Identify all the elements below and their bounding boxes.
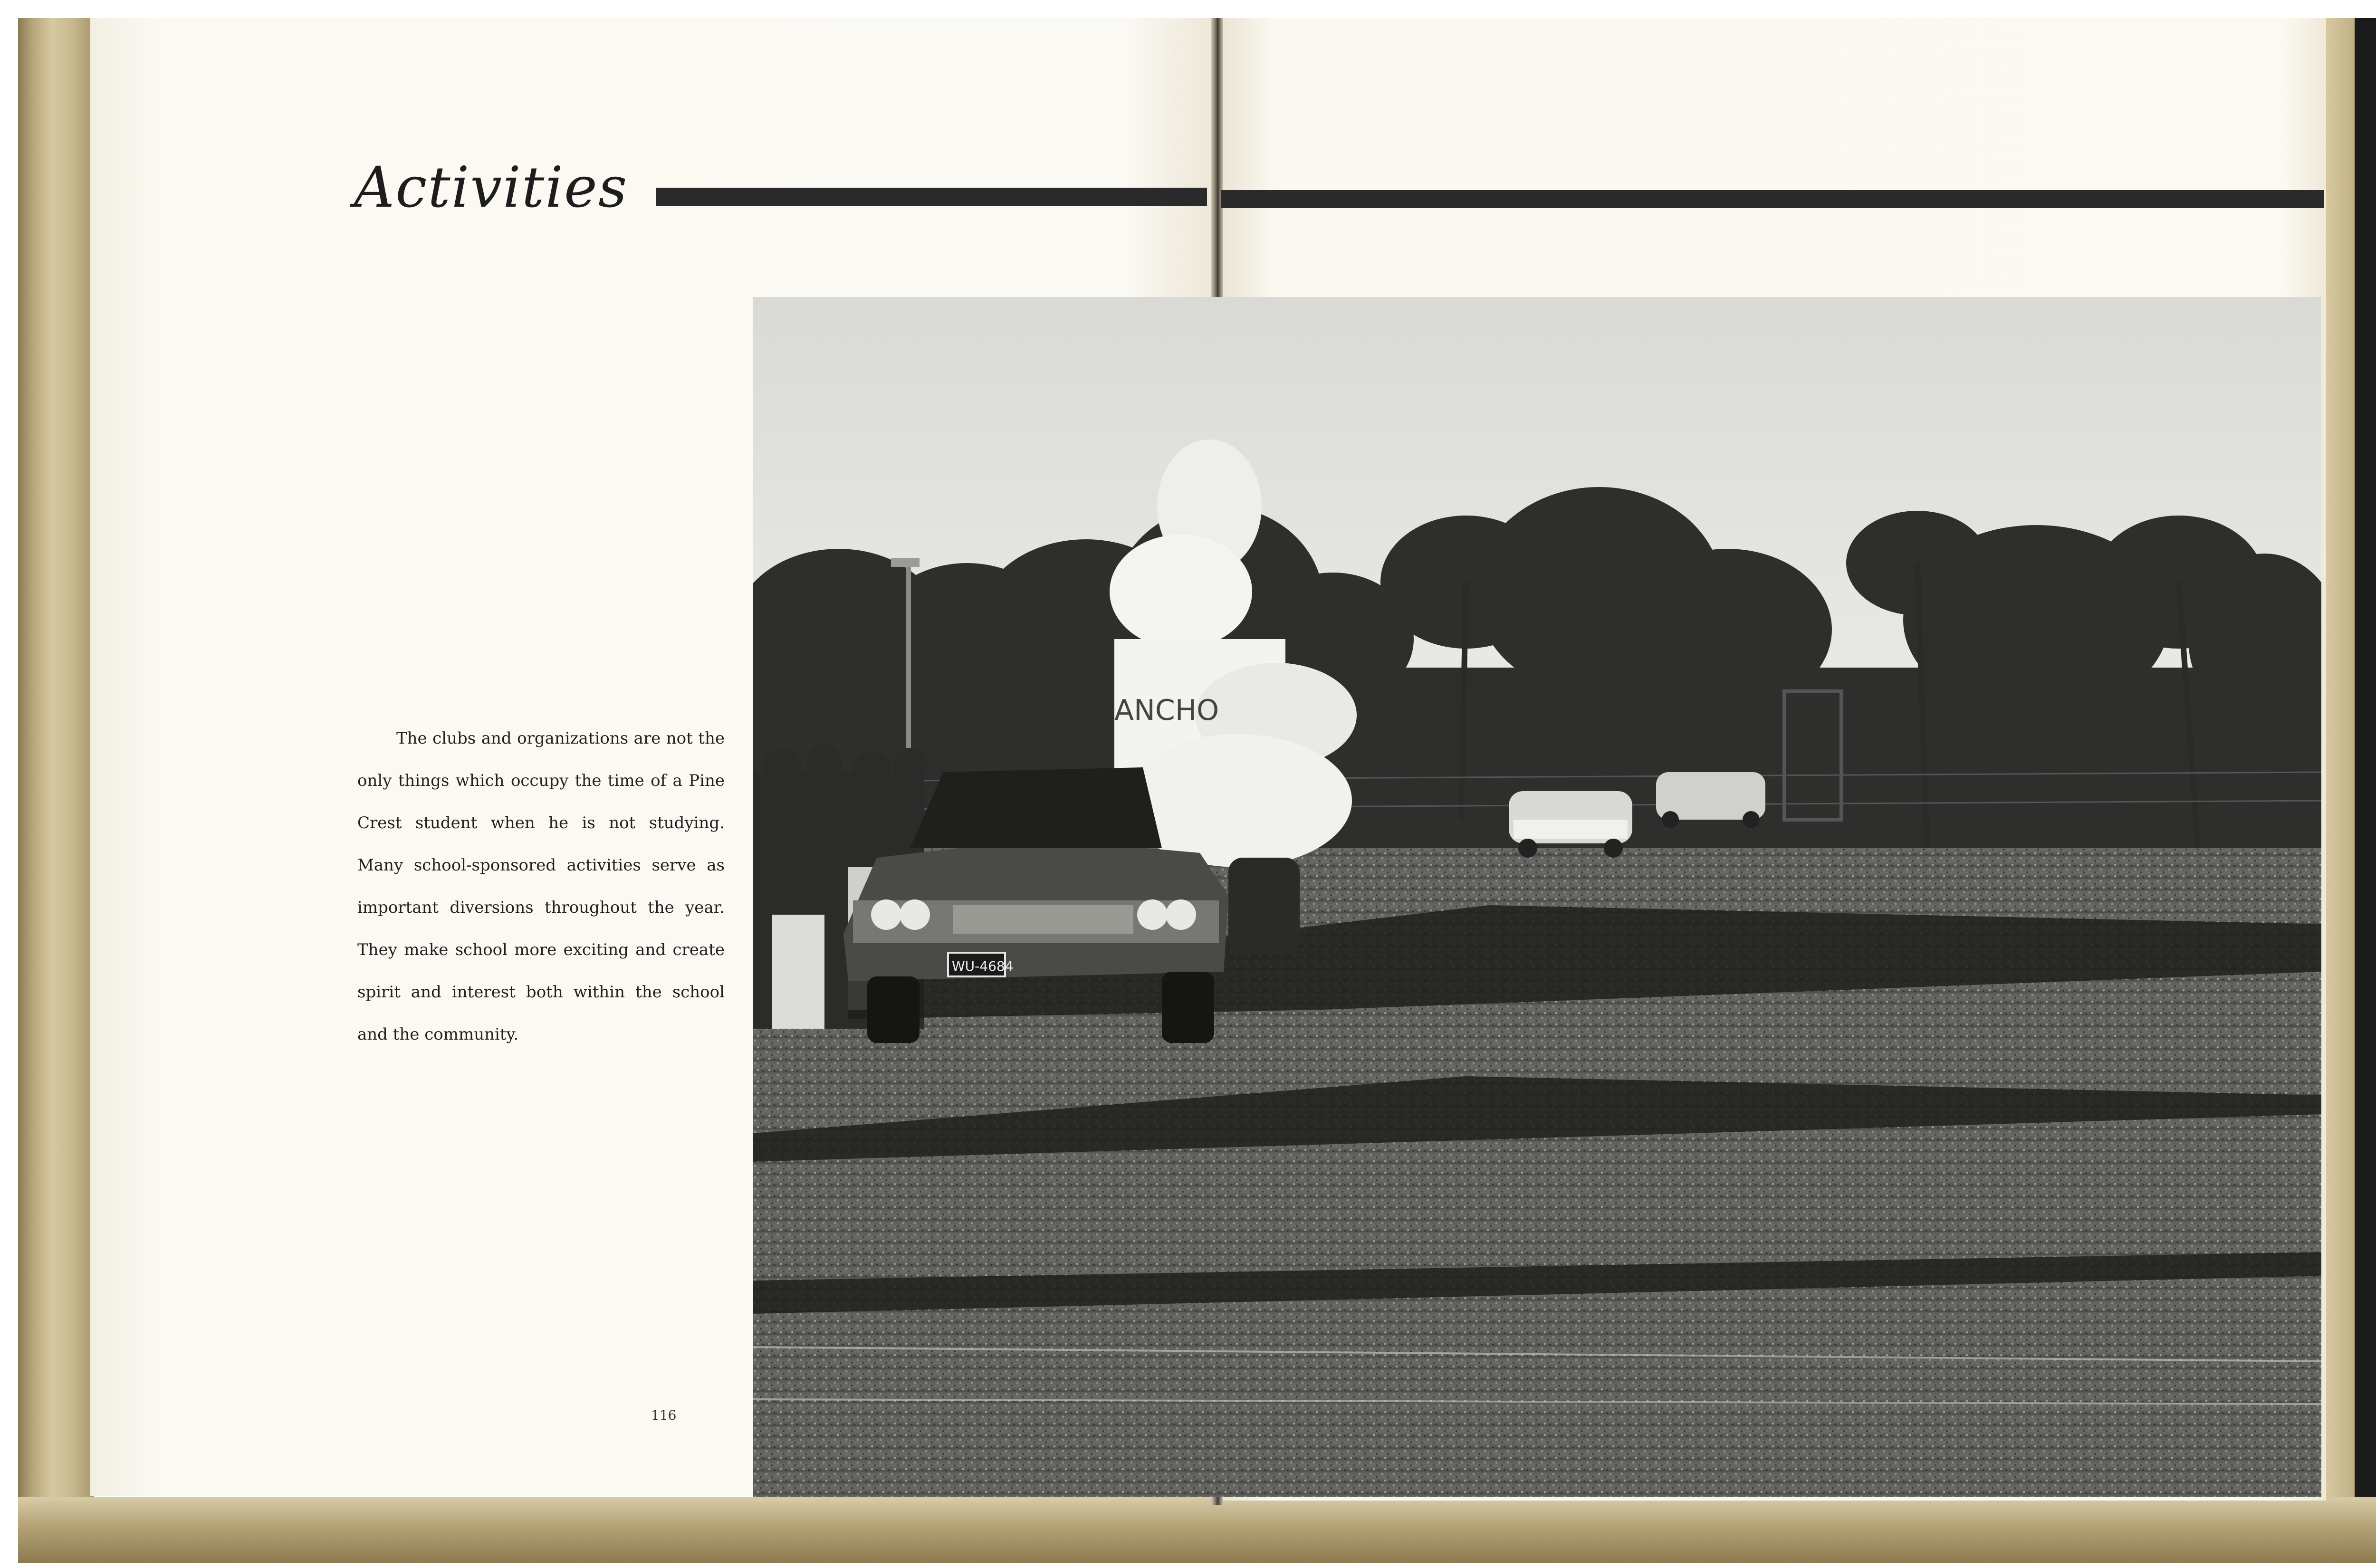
heading-rule-right [1221, 190, 2324, 208]
page-number: 116 [651, 1407, 677, 1423]
license-plate: WU-4684 [952, 958, 1014, 974]
float-sign-text: ANCHO [1114, 694, 1219, 727]
page-heading: Activities [354, 154, 628, 220]
bottom-page-edges [18, 1497, 2376, 1563]
left-page-edges [18, 18, 94, 1562]
heading-rule-left [656, 188, 1207, 206]
book-cover-edge [2355, 18, 2376, 1562]
homecoming-parade-photo [753, 297, 2321, 1497]
body-paragraph: The clubs and organizations are not the only things which occupy the time of a Pine Crest student when he is not studying. Many school-sponsored activities serve as important diversions throughout the year. They make school more exciting and create spirit and interest both within the school and the community. [357, 729, 725, 1044]
